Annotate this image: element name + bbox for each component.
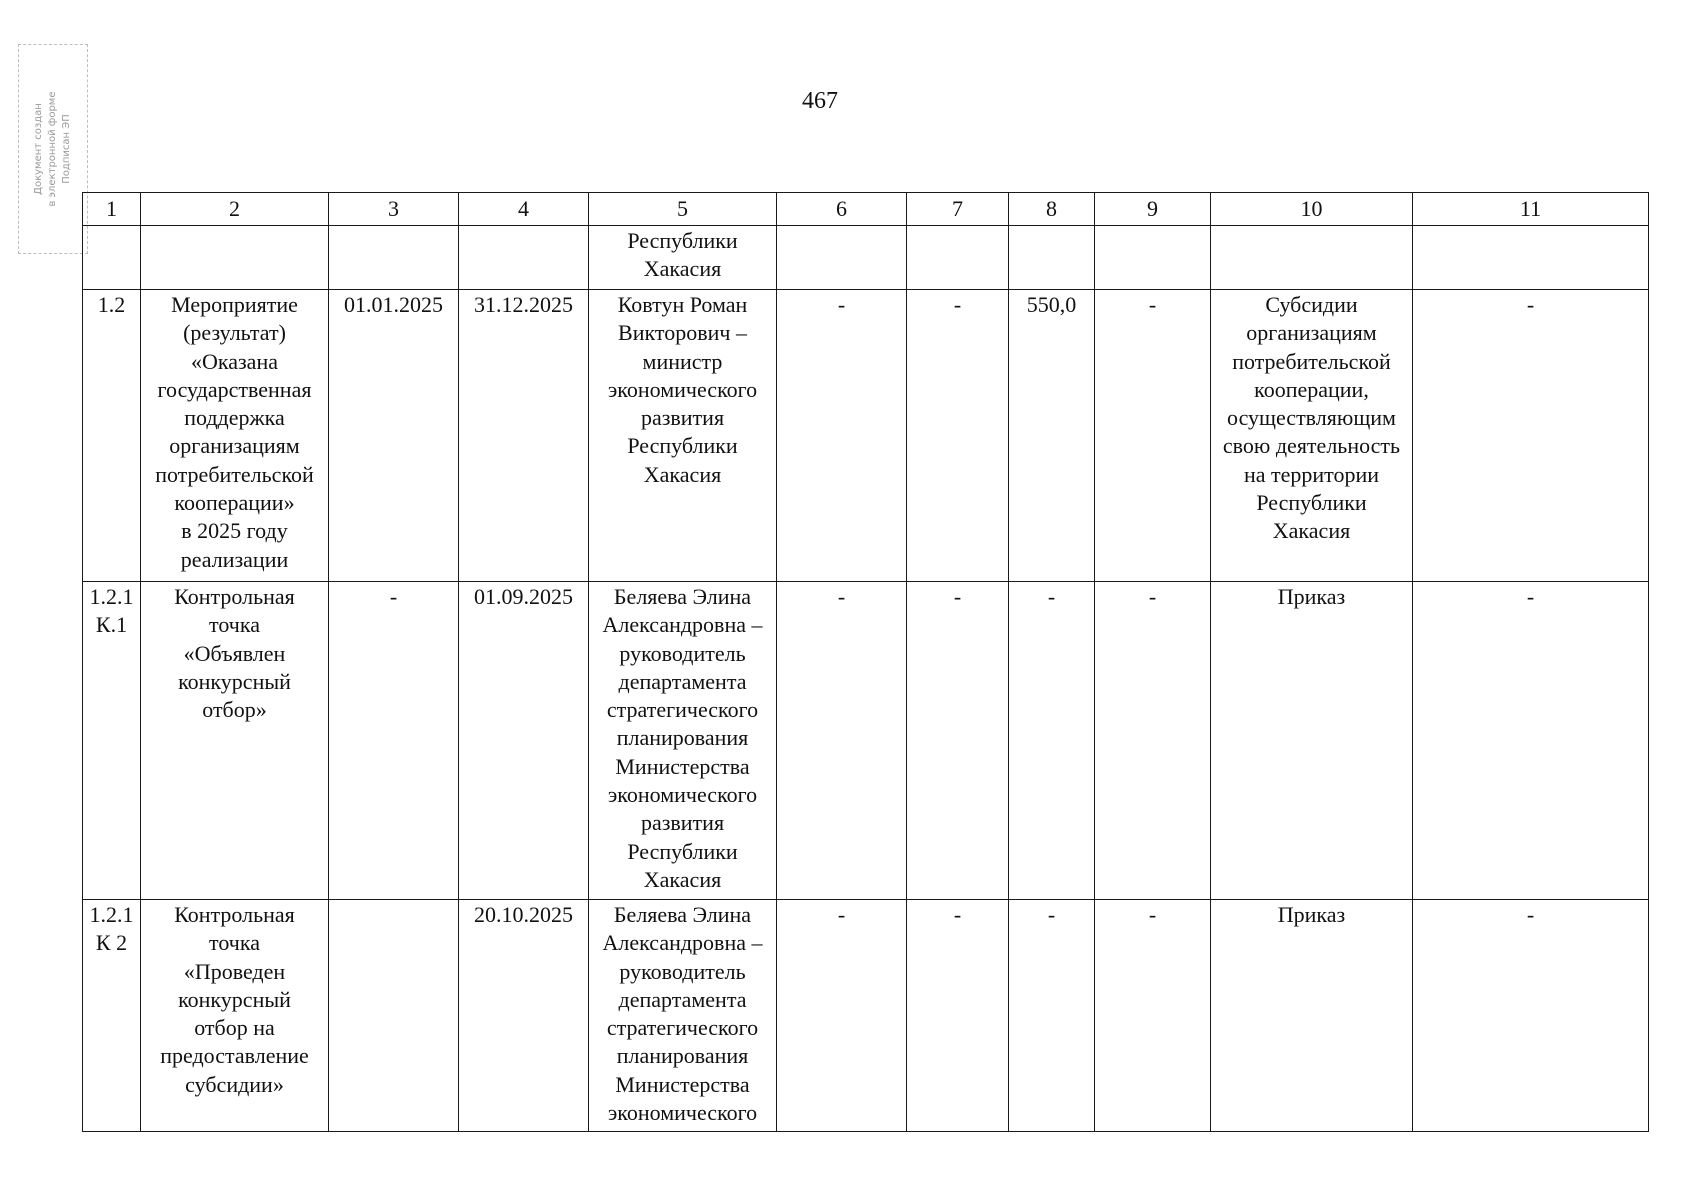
table-row-continuation bbox=[83, 226, 1649, 290]
column-header-5: 5 bbox=[589, 193, 777, 226]
cell-number bbox=[83, 226, 141, 290]
cell-col-8: 550,0 bbox=[1009, 290, 1095, 582]
column-header-3: 3 bbox=[329, 193, 459, 226]
column-header-6: 6 bbox=[777, 193, 907, 226]
table-row bbox=[83, 290, 1649, 582]
column-number-row bbox=[83, 193, 1649, 226]
table-row bbox=[83, 900, 1649, 1132]
cell-responsible: Ковтун Роман Викторович – министр экономического развития Республики Хакасия bbox=[589, 290, 777, 582]
table-row bbox=[83, 582, 1649, 900]
cell-col-6 bbox=[777, 226, 907, 290]
cell-col-6: - bbox=[777, 900, 907, 1132]
column-header-10: 10 bbox=[1211, 193, 1413, 226]
cell-col-7: - bbox=[907, 582, 1009, 900]
cell-name: Контрольная точка «Объявлен конкурсный отбор» bbox=[141, 582, 329, 900]
cell-col-9 bbox=[1095, 226, 1211, 290]
cell-name: Мероприятие (результат) «Оказана государственная поддержка организациям потребительской кооперации» в 2025 году реализации bbox=[141, 290, 329, 582]
cell-responsible: Республики Хакасия bbox=[589, 226, 777, 290]
cell-col-8: - bbox=[1009, 900, 1095, 1132]
column-header-8: 8 bbox=[1009, 193, 1095, 226]
cell-start-date: - bbox=[329, 582, 459, 900]
cell-col-11: - bbox=[1413, 290, 1649, 582]
cell-col-8 bbox=[1009, 226, 1095, 290]
cell-start-date: 01.01.2025 bbox=[329, 290, 459, 582]
cell-number: 1.2.1 К.1 bbox=[83, 582, 141, 900]
cell-col-6: - bbox=[777, 290, 907, 582]
cell-name: Контрольная точка «Проведен конкурсный отбор на предоставление субсидии» bbox=[141, 900, 329, 1132]
stamp-line: Документ создан bbox=[33, 103, 44, 195]
cell-col-7 bbox=[907, 226, 1009, 290]
cell-start-date bbox=[329, 226, 459, 290]
cell-col-8: - bbox=[1009, 582, 1095, 900]
cell-name bbox=[141, 226, 329, 290]
cell-col-10: Субсидии организациям потребительской кооперации, осуществляющим свою деятельность на территории Республики Хакасия bbox=[1211, 290, 1413, 582]
column-header-7: 7 bbox=[907, 193, 1009, 226]
cell-number: 1.2 bbox=[83, 290, 141, 582]
cell-col-7: - bbox=[907, 900, 1009, 1132]
stamp-line: в электронной форме bbox=[47, 91, 58, 207]
cell-responsible: Беляева Элина Александровна – руководитель департамента стратегического планирования Министерства экономического развития Республики Хакасия bbox=[589, 582, 777, 900]
cell-col-9: - bbox=[1095, 900, 1211, 1132]
column-header-2: 2 bbox=[141, 193, 329, 226]
cell-start-date bbox=[329, 900, 459, 1132]
column-header-1: 1 bbox=[83, 193, 141, 226]
cell-end-date: 20.10.2025 bbox=[459, 900, 589, 1132]
electronic-signature-stamp bbox=[18, 44, 88, 254]
cell-col-6: - bbox=[777, 582, 907, 900]
column-header-4: 4 bbox=[459, 193, 589, 226]
cell-col-10 bbox=[1211, 226, 1413, 290]
cell-col-10: Приказ bbox=[1211, 582, 1413, 900]
column-header-11: 11 bbox=[1413, 193, 1649, 226]
cell-col-11: - bbox=[1413, 900, 1649, 1132]
cell-end-date bbox=[459, 226, 589, 290]
cell-col-11 bbox=[1413, 226, 1649, 290]
cell-col-9: - bbox=[1095, 290, 1211, 582]
cell-col-7: - bbox=[907, 290, 1009, 582]
plan-table bbox=[82, 192, 1649, 1132]
page-number: 467 bbox=[802, 88, 838, 114]
cell-col-9: - bbox=[1095, 582, 1211, 900]
cell-responsible: Беляева Элина Александровна – руководитель департамента стратегического планирования Министерства экономического bbox=[589, 900, 777, 1132]
stamp-text bbox=[32, 49, 74, 249]
cell-number: 1.2.1 К 2 bbox=[83, 900, 141, 1132]
column-header-9: 9 bbox=[1095, 193, 1211, 226]
stamp-line: Подписан ЭП bbox=[61, 114, 72, 184]
cell-col-10: Приказ bbox=[1211, 900, 1413, 1132]
cell-end-date: 31.12.2025 bbox=[459, 290, 589, 582]
cell-col-11: - bbox=[1413, 582, 1649, 900]
cell-end-date: 01.09.2025 bbox=[459, 582, 589, 900]
